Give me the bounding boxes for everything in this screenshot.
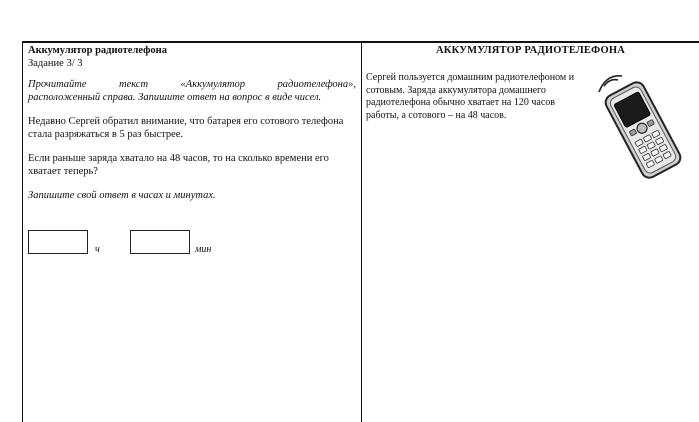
minutes-input[interactable] [130, 230, 190, 254]
task-question: Если раньше заряда хватало на 48 часов, то на сколько времени его хватает теперь? [28, 153, 329, 177]
answer-row [28, 230, 358, 258]
table-left-border [22, 41, 23, 422]
text-title: АККУМУЛЯТОР РАДИОТЕЛЕФОНА [436, 45, 625, 56]
hours-unit: ч [95, 244, 100, 255]
instruction-line-2: расположенный справа. Запишите ответ на вопрос в виде чисел. [28, 91, 322, 103]
instruction-line-1: Прочитайте текст «Аккумулятор радиотелефона», [28, 79, 356, 90]
minutes-unit: мин [195, 244, 212, 255]
task-number: Задание 3/ 3 [28, 57, 83, 69]
cell-phone-icon [588, 70, 698, 182]
task-column [28, 45, 356, 203]
text-body: Сергей пользуется домашним радиотелефоном и сотовым. Заряда аккумулятора домашнего радиотелефона обычно хватает на 120 часов работы, а сотового – на 48 часов. [366, 72, 575, 121]
answer-prompt: Запишите свой ответ в часах и минутах. [28, 190, 216, 201]
task-instruction [28, 79, 356, 104]
column-divider [361, 41, 362, 422]
task-title: Аккумулятор радиотелефона [28, 45, 167, 56]
task-paragraph-1: Недавно Сергей обратил внимание, что батарея его сотового телефона стала разряжаться в 5 раз быстрее. [28, 116, 344, 140]
hours-input[interactable] [28, 230, 88, 254]
